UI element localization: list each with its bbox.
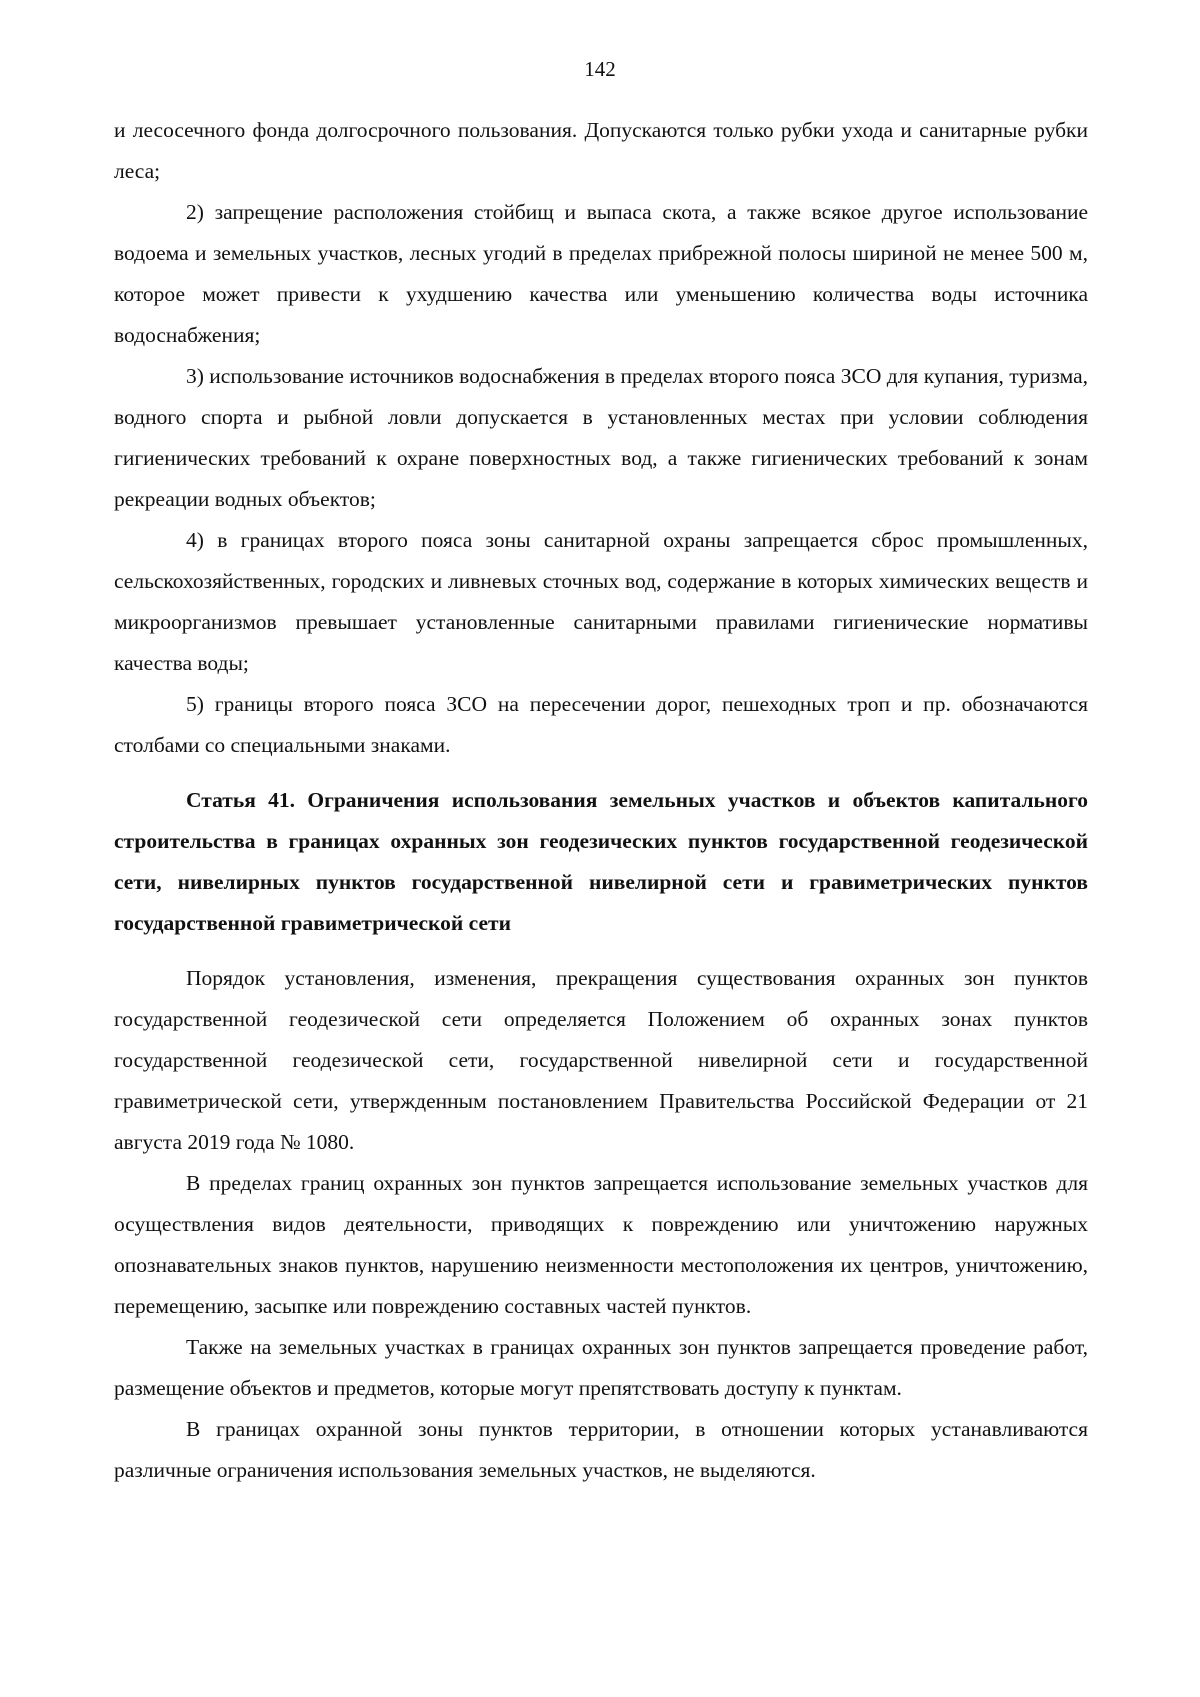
list-item-5: 5) границы второго пояса ЗСО на пересечении дорог, пешеходных троп и пр. обозначаются столбами со специальными знаками. [114, 692, 1088, 757]
document-body [114, 110, 1088, 1491]
page-number: 142 [584, 57, 616, 81]
article-heading: Статья 41. Ограничения использования земельных участков и объектов капитального строительства в границах охранных зон геодезических пунктов государственной геодезической сети, нивелирных пунктов государственной нивелирной сети и гравиметрических пунктов государственной гравиметрической сети [114, 788, 1088, 935]
paragraph-continuation: и лесосечного фонда долгосрочного пользования. Допускаются только рубки ухода и санитарные рубки леса; [114, 118, 1088, 183]
paragraph-procedure: Порядок установления, изменения, прекращения существования охранных зон пунктов государственной геодезической сети определяется Положением об охранных зонах пунктов государственной геодезической сети, государственной нивелирной сети и государственной гравиметрической сети, утвержденным постановлением Правительства Российской Федерации от 21 августа 2019 года № 1080. [114, 966, 1088, 1154]
list-item-3: 3) использование источников водоснабжения в пределах второго пояса ЗСО для купания, туризма, водного спорта и рыбной ловли допускается в установленных местах при условии соблюдения гигиенических требований к охране поверхностных вод, а также гигиенических требований к зонам рекреации водных объектов; [114, 364, 1088, 511]
paragraph-territories: В границах охранной зоны пунктов территории, в отношении которых устанавливаются различные ограничения использования земельных участков, не выделяются. [114, 1417, 1088, 1482]
list-item-4: 4) в границах второго пояса зоны санитарной охраны запрещается сброс промышленных, сельскохозяйственных, городских и ливневых сточных вод, содержание в которых химических веществ и микроорганизмов превышает установленные санитарными правилами гигиенические нормативы качества воды; [114, 528, 1088, 675]
paragraph-prohibition: В пределах границ охранных зон пунктов запрещается использование земельных участков для осуществления видов деятельности, приводящих к повреждению или уничтожению наружных опознавательных знаков пунктов, нарушению неизменности местоположения их центров, уничтожению, перемещению, засыпке или повреждению составных частей пунктов. [114, 1171, 1088, 1318]
list-item-2: 2) запрещение расположения стойбищ и выпаса скота, а также всякое другое использование водоема и земельных участков, лесных угодий в пределах прибрежной полосы шириной не менее 500 м, которое может привести к ухудшению качества или уменьшению количества воды источника водоснабжения; [114, 200, 1088, 347]
paragraph-works-prohibited: Также на земельных участках в границах охранных зон пунктов запрещается проведение работ, размещение объектов и предметов, которые могут препятствовать доступу к пунктам. [114, 1335, 1088, 1400]
